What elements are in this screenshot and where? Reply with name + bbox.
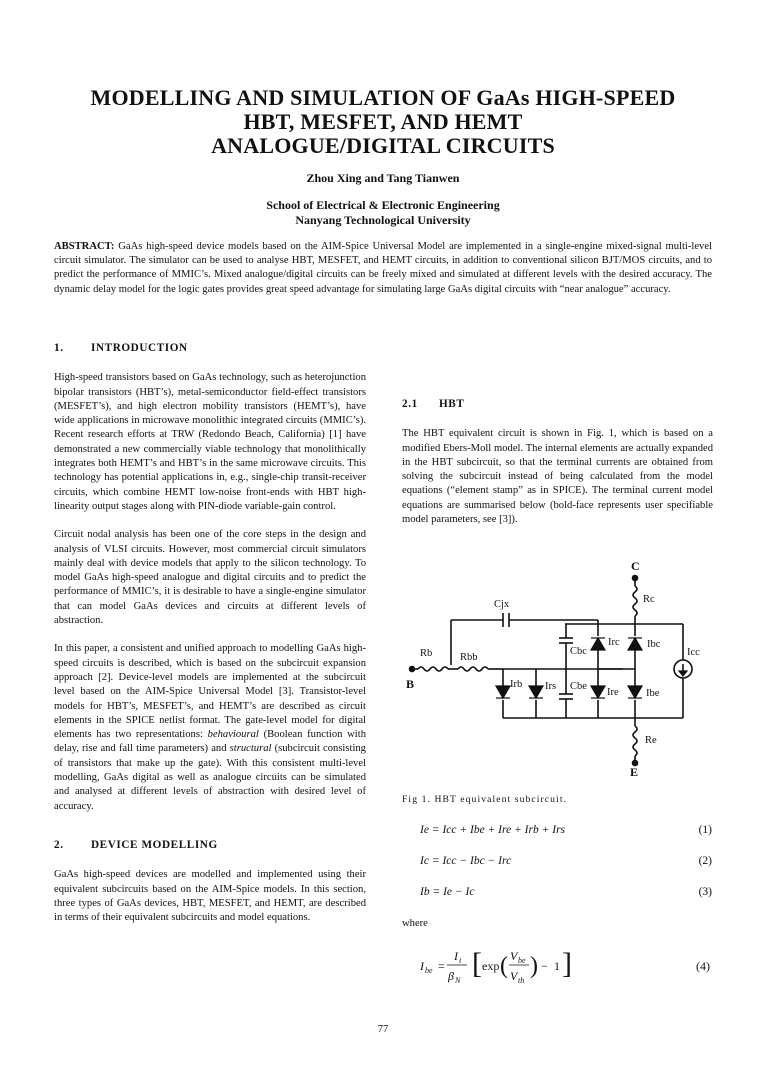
svg-text:1: 1 xyxy=(554,959,560,973)
svg-text:=: = xyxy=(438,959,445,973)
re-label: Re xyxy=(645,735,657,746)
equation-4 xyxy=(418,942,714,990)
svg-text:th: th xyxy=(518,976,525,985)
equation-3 xyxy=(420,886,712,898)
svg-text:I: I xyxy=(454,949,458,963)
section-21-heading xyxy=(402,397,713,411)
irs-label: Irs xyxy=(545,681,557,692)
hbt-equivalent-circuit-diagram xyxy=(398,558,718,790)
intro-p3-emphasis-behavioural: behavioural xyxy=(207,729,259,741)
paper-title xyxy=(40,86,726,158)
svg-text:β: β xyxy=(448,969,454,983)
icc-label: Icc xyxy=(687,647,700,658)
irc-label: Irc xyxy=(608,637,620,648)
equation-2-number: (2) xyxy=(698,855,712,867)
cbc-label: Cbc xyxy=(570,646,587,657)
ibe-label: Ibe xyxy=(646,688,660,699)
svg-text:be: be xyxy=(518,956,526,965)
equation-3-number: (3) xyxy=(698,886,712,898)
ibc-label: Ibc xyxy=(647,639,661,650)
node-e-label: E xyxy=(630,765,639,779)
section-2-text: GaAs high-speed devices are modelled and implemented using their equivalent subcircuits based on the AIM-Spice models. In this section, three types of GaAs devices, HBT, MESFET, and HEMT, are described in terms of their equivalent subcircuits and model equations. xyxy=(54,869,366,924)
svg-text:i: i xyxy=(459,956,462,965)
section-2-number: 2. xyxy=(54,838,64,851)
svg-text:−: − xyxy=(541,959,548,973)
section-2-paragraph xyxy=(54,868,366,925)
intro-p3-part-a: In this paper, a consistent and unified approach to modelling GaAs high-speed circuits is described, which is based on the subcircuit expansion approach [2]. Device-level models are implemented at the subcircuit level based on the AIM-Spice Universal Model [3]. Transistor-level models for HBT’s, MESFET’s, and HEMT’s are described as circuit elements in the SPICE netlist format. The gate-level model for digital elements has two representations: xyxy=(54,643,366,741)
svg-text:V: V xyxy=(510,949,518,963)
section-1-heading xyxy=(54,341,366,355)
section-21-number: 2.1 xyxy=(402,398,418,410)
right-column xyxy=(402,341,713,541)
equation-3-expression: Ib = Ie − Ic xyxy=(420,886,475,898)
section-1-number: 1. xyxy=(54,342,64,354)
abstract xyxy=(54,240,712,297)
svg-text:): ) xyxy=(530,953,538,979)
page-number: 77 xyxy=(377,1024,389,1035)
authors: Zhou Xing and Tang Tianwen xyxy=(306,171,460,185)
intro-p3-emphasis-structural: structural xyxy=(229,743,272,755)
affiliation-line-2: Nanyang Technological University xyxy=(295,213,471,227)
affiliation-line-1: School of Electrical & Electronic Engineering xyxy=(266,198,500,212)
affiliation xyxy=(0,198,766,228)
where-label: where xyxy=(402,918,428,929)
rb-label: Rb xyxy=(420,648,433,659)
equation-4-number: (4) xyxy=(696,959,710,973)
rc-label: Rc xyxy=(643,594,655,605)
node-b-label: B xyxy=(406,677,415,691)
equation-2 xyxy=(420,855,712,867)
node-c-label: C xyxy=(631,559,640,573)
intro-paragraph-2: Circuit nodal analysis has been one of the core steps in the design and analysis of VLSI circuits. However, most commercial circuit simulators mainly deal with device models that apply to the silicon technology. To model GaAs high-speed analogue and digital circuits and to predict the performance of MMIC’s, it is desirable to have a single-engine simulator that can model GaAs devices and circuits at different levels of abstraction. xyxy=(54,529,366,627)
svg-text:]: ] xyxy=(562,947,572,980)
svg-text:be: be xyxy=(425,966,433,975)
rbb-label: Rbb xyxy=(460,652,478,663)
svg-text:V: V xyxy=(510,969,518,983)
irb-label: Irb xyxy=(510,679,523,690)
section-1-title: INTRODUCTION xyxy=(91,342,188,354)
cbe-label: Cbe xyxy=(570,681,587,692)
equation-2-expression: Ic = Icc − Ibc − Irc xyxy=(420,855,512,867)
ire-label: Ire xyxy=(607,687,619,698)
svg-text:I: I xyxy=(420,959,424,973)
hbt-paragraph: The HBT equivalent circuit is shown in Fig. 1, which is based on a modified Ebers-Moll model. The internal elements are actually expanded in the HBT subcircuit, so that the terminal currents are obtained from solving the subcircuit instead of being calculated from the model equations (“element stamp” as in SPICE). The terminal current model equations are summarised below (bold-face represents user specifiable model parameters, see [3]). xyxy=(402,428,713,526)
abstract-label: ABSTRACT: xyxy=(54,241,115,252)
title-line-1: MODELLING AND SIMULATION OF GaAs HIGH-SPEED xyxy=(90,85,676,110)
section-2-title: DEVICE MODELLING xyxy=(91,838,218,851)
intro-paragraph-1: High-speed transistors based on GaAs technology, such as heterojunction bipolar transistors (HBT’s), metal-semiconductor field-effect transistors (MESFET’s), and high electron mobility transistors (HEMT’s), have wide applications in microwave monolithic integrated circuits (MMIC’s). Recent research efforts at TRW (Redondo Beach, California) [1] have demonstrated a new commercially viable technology that monolithically integrates both HEMT’s and HBT’s in the same microwave circuits. This technology has potential applications in, e.g., single-chip transit-receiver circuits, which combine HEMT low-noise front-ends with HBT high-linearity output stages along with PIN-diode variable-gain control. xyxy=(54,372,366,512)
left-column xyxy=(54,341,366,925)
svg-text:exp: exp xyxy=(482,959,500,973)
equation-1-number: (1) xyxy=(698,824,712,836)
section-21-title: HBT xyxy=(439,398,465,410)
title-line-2: HBT, MESFET, AND HEMT xyxy=(243,109,523,134)
intro-p3-part-c: (subcircuit consisting of transistors that make up the gate). With this consistent multi-level modelling, GaAs digital as well as analogue circuits can be simulated and analysed at different levels of abstraction with desired level of accuracy. xyxy=(54,743,366,812)
figure-caption: Fig 1. HBT equivalent subcircuit. xyxy=(402,794,568,805)
equation-1-expression: Ie = Icc + Ibe + Ire + Irb + Irs xyxy=(420,824,566,836)
title-line-3: ANALOGUE/DIGITAL CIRCUITS xyxy=(211,133,555,158)
cjx-label: Cjx xyxy=(494,599,510,610)
section-2-heading xyxy=(54,838,366,852)
svg-text:[: [ xyxy=(472,947,482,980)
svg-text:(: ( xyxy=(500,953,508,979)
intro-paragraph-3 xyxy=(54,642,366,814)
equation-1 xyxy=(420,824,712,836)
svg-text:N: N xyxy=(455,976,461,985)
intro-p3-part-b: (Boolean function with delay, rise and fall time parameters) and xyxy=(54,729,366,755)
abstract-text: GaAs high-speed device models based on the AIM-Spice Universal Model are implemented in a single-engine mixed-signal multi-level circuit simulator. The simulator can be used to analyse HBT, MESFET, and HEMT circuits, in addition to conventional silicon BJT/MOS circuits, and to predict the performance of MMIC’s. Mixed analogue/digital circuits can be freely mixed and simulated at different levels with the desired accuracy. The dynamic delay model for the logic gates provides great speed advantage for simulating large GaAs digital circuits with “near analogue” accuracy. xyxy=(54,241,712,295)
